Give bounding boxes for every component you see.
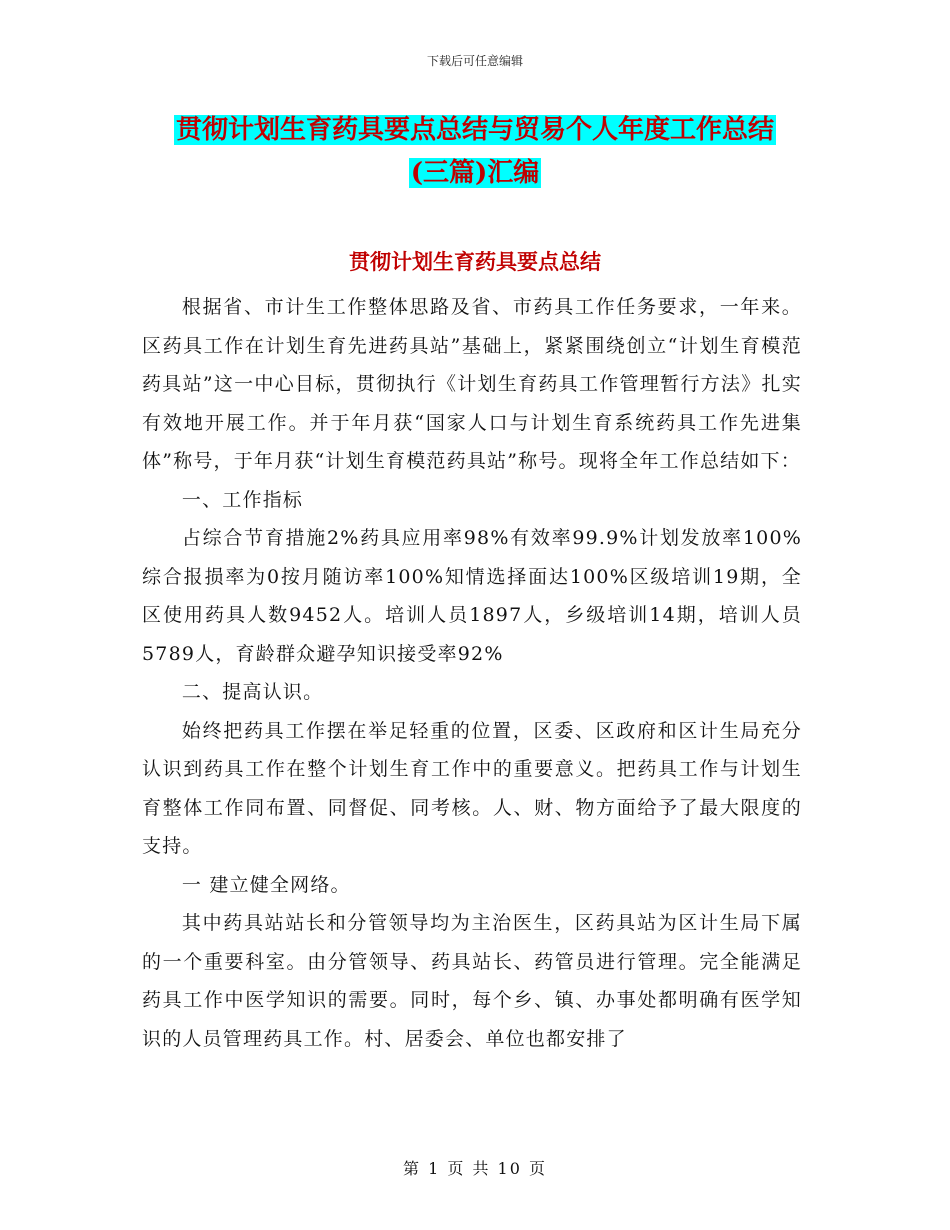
paragraph-awareness: 始终把药具工作摆在举足轻重的位置，区委、区政府和区计生局充分认识到药具工作在整个计划生育工作中的重要意义。把药具工作与计划生育整体工作同布置、同督促、同考核。人、财、物方面给予了最大限度的支持。: [142, 719, 802, 857]
section-title: 贯彻计划生育药具要点总结: [349, 249, 601, 274]
heading-raise-awareness: 二、提高认识。: [181, 681, 324, 703]
document-title-text-2: (三篇)汇编: [410, 158, 540, 188]
paragraph-intro: 根据省、市计生工作整体思路及省、市药具工作任务要求，一年来。区药具工作在计划生育先进药具站”基础上，紧紧围绕创立“计划生育模范药具站”这一中心目标，贯彻执行《计划生育药具工作管理暂行方法》扎实有效地开展工作。并于年月获“国家人口与计划生育系统药具工作先进集体”称号，于年月获“计划生育模范药具站”称号。现将全年工作总结如下：: [142, 296, 802, 472]
document-title-line-2: [0, 153, 950, 193]
page-number-footer: 第 1 页 共 10 页: [403, 1159, 547, 1178]
document-body: [142, 288, 802, 1058]
heading-network: 一 建立健全网络。: [181, 873, 351, 896]
page-header-note: 下载后可任意编辑: [426, 54, 523, 68]
heading-work-indicators: 一、工作指标: [181, 488, 304, 511]
paragraph-indicators: 占综合节育措施2%药具应用率98%有效率99.9%计划发放率100%综合报损率为0按月随访率100%知情选择面达100%区级培训19期，全区使用药具人数9452人。培训人员1897人，乡级培训14期，培训人员5789人，育龄群众避孕知识接受率92%: [142, 527, 802, 665]
document-title-line-1: [0, 110, 950, 150]
paragraph-network: 其中药具站站长和分管领导均为主治医生，区药具站为区计生局下属的一个重要科室。由分管领导、药具站长、药管员进行管理。完全能满足药具工作中医学知识的需要。同时，每个乡、镇、办事处都明确有医学知识的人员管理药具工作。村、居委会、单位也都安排了: [142, 912, 802, 1050]
document-title-text-1: 贯彻计划生育药具要点总结与贸易个人年度工作总结: [175, 115, 774, 145]
